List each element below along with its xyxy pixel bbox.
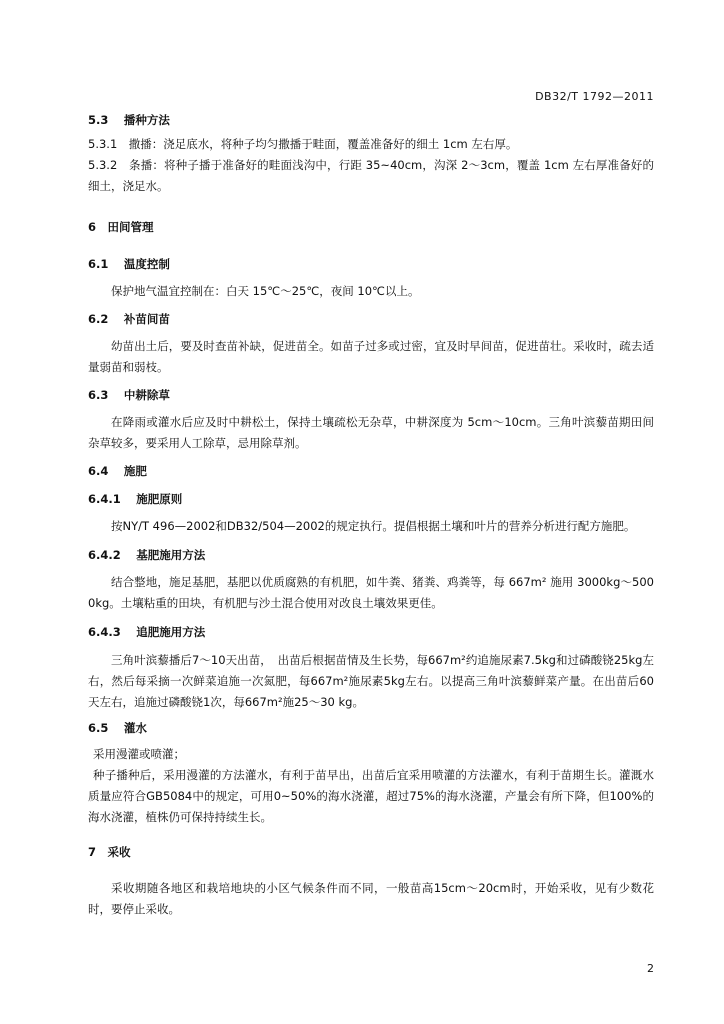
para-6-4-2: 结合整地，施足基肥，基肥以优质腐熟的有机肥，如牛粪、猪粪、鸡粪等，每 667m² 施用 3000kg～5000kg。土壤粘重的田块，有机肥与沙土混合使用对改良土壤效果更佳。 [88, 575, 654, 610]
para-6-4-3: 三角叶滨藜播后7～10天出苗， 出苗后根据苗情及生长势，每667m²约追施尿素7.5kg和过磷酸铙25kg左右，然后每采摘一次鲜菜追施一次氮肥，每667m²施尿素5kg左右。以提高三角叶滨藜鲜菜产量。在出苗后60天左右，追施过磷酸铙1次，每667m²施25～30 kg。 [88, 653, 654, 709]
heading-6-4: 6.4 施肥 [88, 464, 147, 478]
heading-7: 7 采收 [88, 845, 131, 859]
para-6-5-line2: 种子播种后，采用漫灌的方法灌水，有利于苗早出，出苗后宜采用喷灌的方法灌水，有利于苗期生长。灌溉水质量应符合GB5084中的规定，可用0~50%的海水浇灌，超过75%的海水浇灌，产量会有所下降，但100%的海水浇灌，植株仍可保持持续生长。 [88, 768, 654, 824]
heading-6-1: 6.1 温度控制 [88, 257, 170, 271]
para-6-5-line1: 采用漫灌或喷灌； [93, 747, 185, 761]
para-5-3-1: 5.3.1 撒播：浇足底水，将种子均匀撒播于畦面，覆盖准备好的细土 1cm 左右厚。 [88, 137, 518, 151]
heading-6-4-2: 6.4.2 基肥施用方法 [88, 548, 206, 562]
heading-6-4-3: 6.4.3 追肥施用方法 [88, 625, 206, 639]
heading-6: 6 田间管理 [88, 220, 154, 234]
para-6-2: 幼苗出土后，要及时查苗补缺，促进苗全。如苗子过多或过密，宜及时早间苗，促进苗壮。采收时，疏去适量弱苗和弱枝。 [88, 339, 654, 374]
heading-6-5: 6.5 灌水 [88, 721, 147, 735]
heading-6-4-1: 6.4.1 施肥原则 [88, 492, 183, 506]
para-7: 采收期随各地区和栽培地块的小区气候条件而不同，一般苗高15cm～20cm时，开始采收，见有少数花时，要停止采收。 [88, 881, 654, 916]
para-6-4-1: 按NY/T 496—2002和DB32/504—2002的规定执行。提倡根据土壤和叶片的营养分析进行配方施肥。 [111, 519, 636, 533]
para-6-1: 保护地气温宜控制在：白天 15℃～25℃，夜间 10℃以上。 [111, 284, 420, 298]
para-5-3-2: 5.3.2 条播：将种子播于准备好的畦面浅沟中，行距 35~40cm，沟深 2～3cm，覆盖 1cm 左右厚准备好的细土，浇足水。 [88, 158, 654, 193]
para-6-3: 在降雨或灌水后应及时中耕松土，保持土壤疏松无杂草，中耕深度为 5cm～10cm。三角叶滨藜苗期田间杂草较多，要采用人工除草，忌用除草剂。 [88, 415, 654, 450]
page-number: 2 [647, 962, 654, 975]
heading-6-2: 6.2 补苗间苗 [88, 312, 170, 326]
heading-6-3: 6.3 中耕除草 [88, 388, 170, 402]
heading-5-3: 5.3 播种方法 [88, 113, 170, 127]
standard-code: DB32/T 1792—2011 [535, 90, 654, 103]
